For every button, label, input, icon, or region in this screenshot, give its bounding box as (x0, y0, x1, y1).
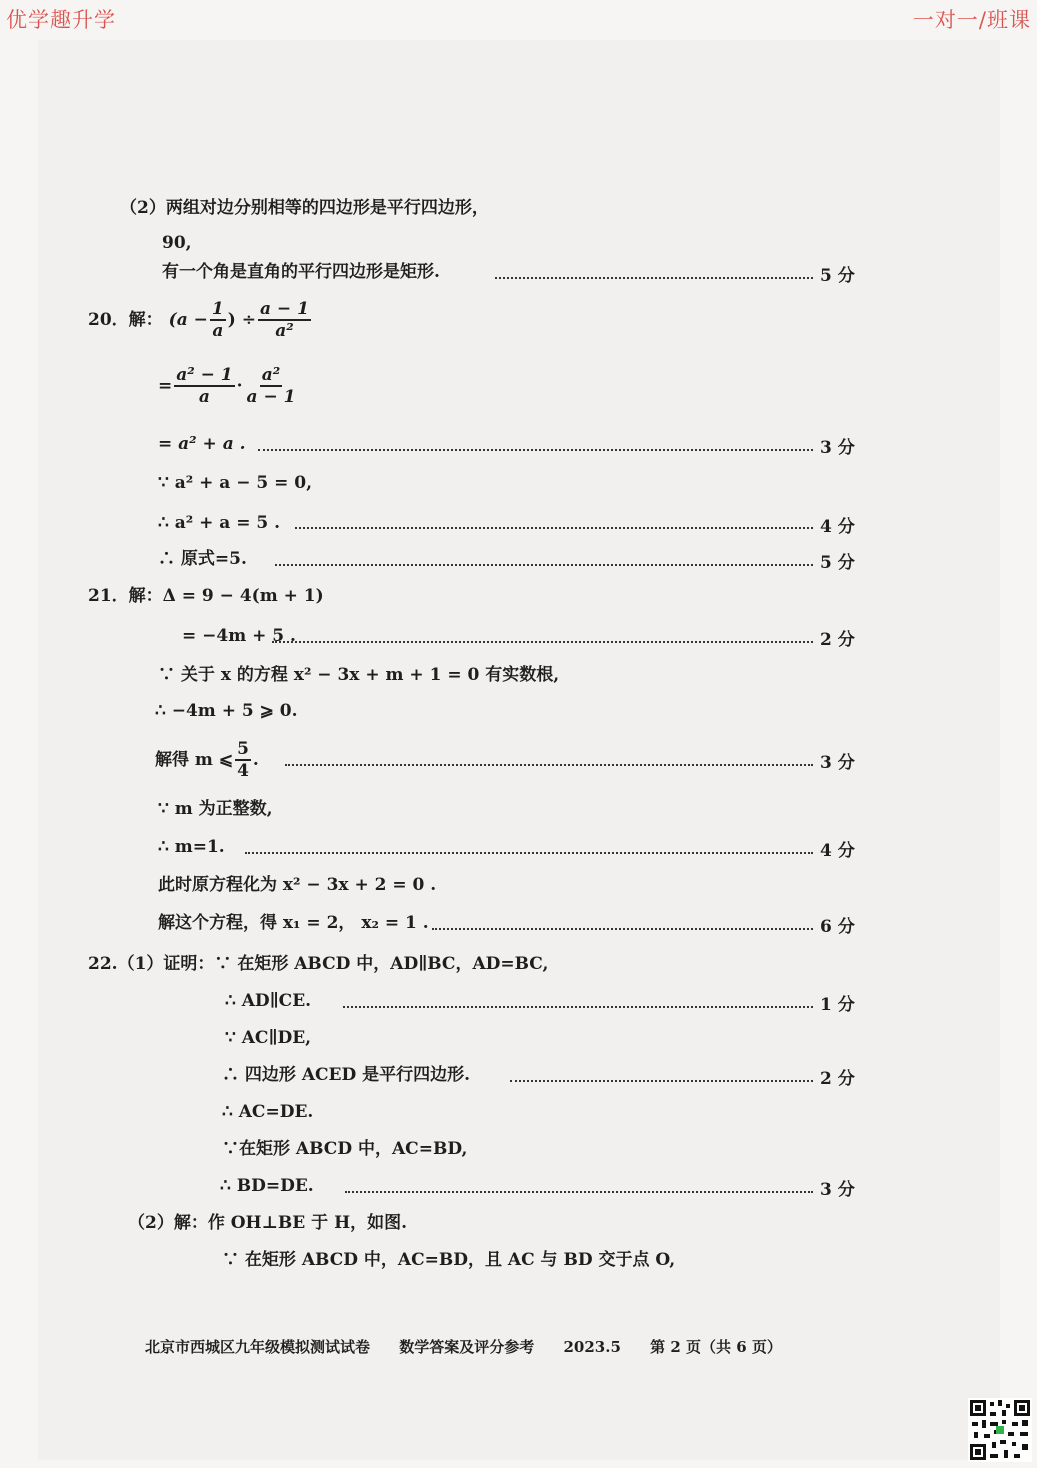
q22-line-8: （2）解：作 OH⊥BE 于 H，如图. (128, 1213, 408, 1233)
fraction-denominator: 4 (237, 761, 249, 781)
question-number: 20．解： (88, 310, 163, 330)
q20-expression (88, 298, 313, 342)
leader-dots (345, 1191, 813, 1193)
equals-sign: = (158, 376, 173, 396)
q22-line-1: 22.（1）证明：∵ 在矩形 ABCD 中，AD∥BC，AD=BC, (88, 954, 549, 974)
leader-dots (295, 527, 813, 529)
score-label: 6 分 (820, 917, 855, 937)
q21-line-1: 21．解：Δ = 9 − 4(m + 1) (88, 586, 324, 606)
q20-line-2 (158, 364, 299, 408)
fraction-denominator: a (212, 321, 224, 341)
leader-dots (285, 764, 813, 766)
page-footer (145, 1336, 806, 1357)
fraction (245, 365, 298, 407)
leader-dots (245, 852, 813, 854)
leader-dots (275, 564, 813, 566)
q19-line-2: 90, (162, 233, 192, 253)
expr-open: (a − (168, 310, 208, 330)
score-label: 3 分 (820, 1180, 855, 1200)
qr-code-icon (968, 1398, 1032, 1462)
score-label: 5 分 (820, 266, 855, 286)
score-label: 3 分 (820, 753, 855, 773)
fraction-numerator: a² (261, 365, 281, 385)
leader-dots (272, 641, 813, 643)
q21-line-2: = −4m + 5 . (182, 626, 296, 646)
fraction (210, 299, 226, 341)
score-label: 3 分 (820, 438, 855, 458)
q22-line-7: ∴ BD=DE. (220, 1176, 314, 1196)
q21-line-9: 解这个方程，得 x₁ = 2， x₂ = 1 . (158, 913, 429, 933)
score-label: 4 分 (820, 841, 855, 861)
fraction-numerator: 5 (237, 739, 249, 759)
q20-line-4: ∵ a² + a − 5 = 0, (158, 473, 313, 493)
q22-line-5: ∴ AC=DE. (222, 1102, 314, 1122)
q21-line-4: ∴ −4m + 5 ⩾ 0. (155, 701, 298, 721)
q20-line-5: ∴ a² + a = 5 . (158, 513, 281, 533)
q22-line-2: ∴ AD∥CE. (225, 991, 312, 1011)
fraction-denominator: a (198, 387, 210, 407)
q21-line-6: ∵ m 为正整数, (158, 799, 273, 819)
score-label: 2 分 (820, 1069, 855, 1089)
solve-label: 解得 m ⩽ (155, 750, 234, 770)
q22-line-4: ∴ 四边形 ACED 是平行四边形. (222, 1065, 471, 1085)
leader-dots (510, 1080, 813, 1082)
q19-line-1: （2）两组对边分别相等的四边形是平行四边形， (120, 198, 489, 218)
footer-page: 第 2 页（共 6 页） (650, 1338, 782, 1356)
fraction (174, 365, 234, 407)
score-label: 1 分 (820, 995, 855, 1015)
q21-line-3: ∵ 关于 x 的方程 x² − 3x + m + 1 = 0 有实数根, (158, 665, 560, 685)
q22-line-3: ∵ AC∥DE, (225, 1028, 312, 1048)
q21-line-8: 此时原方程化为 x² − 3x + 2 = 0 . (158, 875, 437, 895)
leader-dots (495, 277, 813, 279)
q20-line-3: = a² + a . (158, 434, 246, 454)
score-label: 5 分 (820, 553, 855, 573)
brand-header-left: 优学趣升学 (6, 8, 116, 32)
fraction-denominator: a − 1 (246, 387, 296, 407)
expr-mid: ) ÷ (227, 310, 256, 330)
multiply-dot: · (236, 376, 243, 396)
q22-line-6: ∵在矩形 ABCD 中，AC=BD, (222, 1139, 468, 1159)
q21-line-5 (155, 738, 259, 782)
q19-line-3: 有一个角是直角的平行四边形是矩形. (162, 262, 440, 282)
fraction-numerator: 1 (211, 299, 224, 319)
q21-line-7: ∴ m=1. (158, 837, 225, 857)
leader-dots (343, 1006, 813, 1008)
brand-header-right: 一对一/班课 (912, 8, 1031, 32)
fraction-numerator: a − 1 (259, 299, 309, 319)
leader-dots (258, 449, 813, 451)
score-label: 4 分 (820, 517, 855, 537)
q20-line-6: ∴ 原式=5. (158, 549, 247, 569)
fraction (258, 299, 311, 341)
fraction-numerator: a² − 1 (176, 365, 233, 385)
q22-line-9: ∵ 在矩形 ABCD 中，AC=BD，且 AC 与 BD 交于点 O, (222, 1250, 676, 1270)
footer-date: 2023.5 (563, 1338, 621, 1356)
footer-doc-title: 数学答案及评分参考 (399, 1338, 535, 1356)
fraction (235, 739, 251, 781)
leader-dots (432, 928, 813, 930)
footer-exam-title: 北京市西城区九年级模拟测试试卷 (145, 1338, 371, 1356)
period: . (252, 750, 259, 770)
score-label: 2 分 (820, 630, 855, 650)
fraction-denominator: a² (275, 321, 294, 341)
